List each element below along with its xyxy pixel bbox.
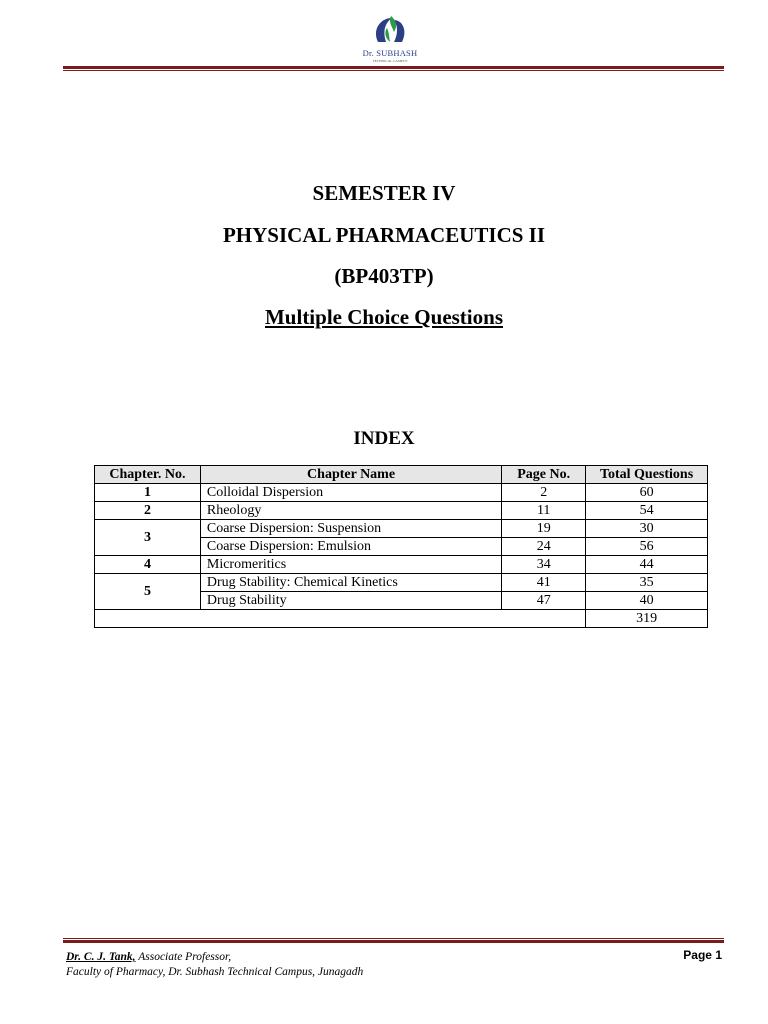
chapter-name-cell: Coarse Dispersion: Suspension	[200, 520, 501, 538]
logo-text: Dr. SUBHASH	[362, 48, 418, 58]
table-row	[95, 520, 708, 538]
page-no-cell: 2	[502, 484, 586, 502]
semester-title: SEMESTER IV	[312, 181, 456, 205]
index-heading: INDEX	[353, 428, 415, 449]
page-no-cell: 34	[502, 556, 586, 574]
chapter-name-cell: Micromeritics	[200, 556, 501, 574]
total-row-spacer	[95, 610, 586, 628]
table-row	[95, 574, 708, 592]
chapter-no-cell: 2	[95, 502, 201, 520]
footer-organization: Faculty of Pharmacy, Dr. Subhash Technical Campus, Junagadh	[66, 966, 364, 978]
institution-logo	[358, 12, 422, 66]
header-chapter-name: Chapter Name	[200, 466, 501, 484]
page-no-cell: 24	[502, 538, 586, 556]
header-page-no: Page No.	[502, 466, 586, 484]
total-questions-cell: 56	[586, 538, 708, 556]
logo-emblem-icon	[358, 12, 422, 48]
page-number: Page 1	[683, 948, 722, 962]
index-table	[94, 465, 708, 628]
page-no-cell: 19	[502, 520, 586, 538]
total-questions-cell: 54	[586, 502, 708, 520]
page-no-cell: 11	[502, 502, 586, 520]
chapter-no-cell: 4	[95, 556, 201, 574]
total-questions-cell: 60	[586, 484, 708, 502]
table-row	[95, 556, 708, 574]
chapter-name-cell: Coarse Dispersion: Emulsion	[200, 538, 501, 556]
chapter-name-cell: Rheology	[200, 502, 501, 520]
header-rule	[63, 66, 724, 72]
chapter-no-cell: 1	[95, 484, 201, 502]
course-code: (BP403TP)	[334, 264, 434, 288]
header-chapter-no: Chapter. No.	[95, 466, 201, 484]
table-row	[95, 502, 708, 520]
chapter-no-cell: 3	[95, 520, 201, 556]
header-total-questions: Total Questions	[586, 466, 708, 484]
footer-rule	[63, 938, 724, 944]
total-questions-cell: 30	[586, 520, 708, 538]
document-type-title: Multiple Choice Questions	[264, 305, 503, 329]
total-questions-cell: 40	[586, 592, 708, 610]
page-no-cell: 47	[502, 592, 586, 610]
subject-title: PHYSICAL PHARMACEUTICS II	[222, 223, 546, 247]
page-no-cell: 41	[502, 574, 586, 592]
footer-author	[66, 950, 231, 965]
table-header-row	[95, 466, 708, 484]
table-total-row	[95, 610, 708, 628]
total-questions-cell: 44	[586, 556, 708, 574]
grand-total-cell: 319	[586, 610, 708, 628]
chapter-name-cell: Drug Stability: Chemical Kinetics	[200, 574, 501, 592]
table-row	[95, 484, 708, 502]
chapter-no-cell: 5	[95, 574, 201, 610]
logo-subtext: TECHNICAL CAMPUS	[372, 59, 408, 63]
chapter-name-cell: Drug Stability	[200, 592, 501, 610]
author-name: Dr. C. J. Tank,	[66, 951, 136, 963]
total-questions-cell: 35	[586, 574, 708, 592]
chapter-name-cell: Colloidal Dispersion	[200, 484, 501, 502]
author-role: Associate Professor,	[135, 951, 232, 963]
